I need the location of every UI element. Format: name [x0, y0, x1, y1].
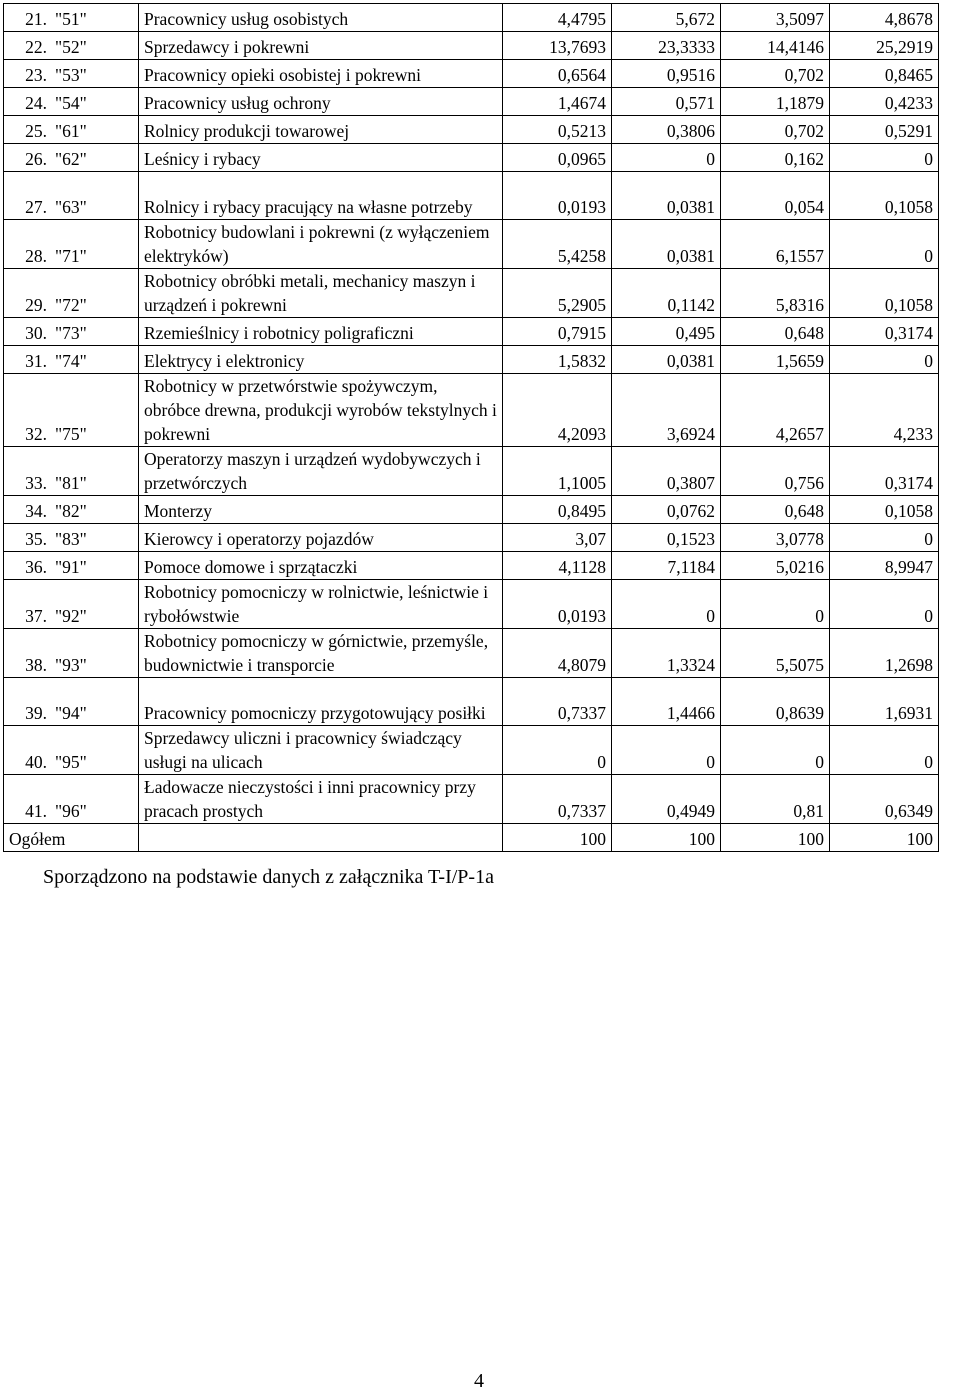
row-number: 41.: [4, 775, 51, 824]
occupation-name: Operatorzy maszyn i urządzeń wydobywczych i przetwórczych: [139, 447, 503, 496]
table-row: [4, 269, 939, 318]
value-col-2: 23,3333: [612, 32, 721, 60]
value-col-1: 0,7337: [503, 678, 612, 726]
table-row: [4, 726, 939, 775]
row-number: 36.: [4, 552, 51, 580]
table-row: [4, 552, 939, 580]
value-col-4: 0: [830, 524, 939, 552]
table-row: [4, 4, 939, 32]
value-col-1: 0,5213: [503, 116, 612, 144]
table-row: [4, 346, 939, 374]
occupation-code: "91": [50, 552, 139, 580]
table-row: [4, 580, 939, 629]
value-col-4: 0: [830, 144, 939, 172]
value-col-1: 4,2093: [503, 374, 612, 447]
value-col-3: 1,5659: [721, 346, 830, 374]
value-col-3: 0,702: [721, 60, 830, 88]
occupation-name: Pracownicy pomocniczy przygotowujący posiłki: [139, 678, 503, 726]
occupation-name: Rzemieślnicy i robotnicy poligraficzni: [139, 318, 503, 346]
value-col-2: 0,3807: [612, 447, 721, 496]
value-col-2: 1,3324: [612, 629, 721, 678]
value-col-3: 6,1557: [721, 220, 830, 269]
table-row: [4, 172, 939, 220]
value-col-4: 1,6931: [830, 678, 939, 726]
value-col-2: 0: [612, 580, 721, 629]
value-col-2: 1,4466: [612, 678, 721, 726]
occupation-code: "71": [50, 220, 139, 269]
value-col-3: 0: [721, 580, 830, 629]
value-col-1: 0,7915: [503, 318, 612, 346]
occupation-code: "72": [50, 269, 139, 318]
value-col-1: 0: [503, 726, 612, 775]
row-number: 37.: [4, 580, 51, 629]
table-row: [4, 447, 939, 496]
row-number: 23.: [4, 60, 51, 88]
value-col-3: 0: [721, 726, 830, 775]
value-col-4: 1,2698: [830, 629, 939, 678]
value-col-3: 0,162: [721, 144, 830, 172]
value-col-3: 5,5075: [721, 629, 830, 678]
value-col-1: 0,6564: [503, 60, 612, 88]
value-col-3: 3,0778: [721, 524, 830, 552]
total-value-1: 100: [503, 824, 612, 852]
occupation-code: "52": [50, 32, 139, 60]
value-col-3: 0,756: [721, 447, 830, 496]
occupation-code: "93": [50, 629, 139, 678]
value-col-3: 0,702: [721, 116, 830, 144]
table-row: [4, 116, 939, 144]
value-col-4: 0: [830, 220, 939, 269]
value-col-2: 0,1523: [612, 524, 721, 552]
occupation-code: "63": [50, 172, 139, 220]
occupation-name: Pracownicy usług osobistych: [139, 4, 503, 32]
value-col-4: 4,8678: [830, 4, 939, 32]
row-number: 25.: [4, 116, 51, 144]
occupation-name: Robotnicy obróbki metali, mechanicy maszyn i urządzeń i pokrewni: [139, 269, 503, 318]
table-row: [4, 678, 939, 726]
table-row: [4, 775, 939, 824]
row-number: 31.: [4, 346, 51, 374]
value-col-3: 5,0216: [721, 552, 830, 580]
value-col-2: 7,1184: [612, 552, 721, 580]
total-row: [4, 824, 939, 852]
occupation-name: Elektrycy i elektronicy: [139, 346, 503, 374]
table-row: [4, 144, 939, 172]
source-note: Sporządzono na podstawie danych z załącznika T-I/P-1a: [43, 866, 494, 888]
value-col-2: 0,0381: [612, 220, 721, 269]
occupation-name: Pracownicy usług ochrony: [139, 88, 503, 116]
value-col-2: 0,9516: [612, 60, 721, 88]
occupation-table: [3, 3, 939, 852]
value-col-1: 13,7693: [503, 32, 612, 60]
occupation-name: Robotnicy w przetwórstwie spożywczym, obróbce drewna, produkcji wyrobów tekstylnych i pokrewni: [139, 374, 503, 447]
table-row: [4, 60, 939, 88]
occupation-code: "74": [50, 346, 139, 374]
occupation-name: Pracownicy opieki osobistej i pokrewni: [139, 60, 503, 88]
value-col-2: 0,4949: [612, 775, 721, 824]
occupation-name: Robotnicy pomocniczy w rolnictwie, leśnictwie i rybołówstwie: [139, 580, 503, 629]
table-row: [4, 32, 939, 60]
occupation-code: "73": [50, 318, 139, 346]
value-col-2: 5,672: [612, 4, 721, 32]
row-number: 22.: [4, 32, 51, 60]
value-col-1: 1,4674: [503, 88, 612, 116]
row-number: 21.: [4, 4, 51, 32]
value-col-2: 3,6924: [612, 374, 721, 447]
value-col-4: 4,233: [830, 374, 939, 447]
occupation-code: "92": [50, 580, 139, 629]
page-number: 4: [474, 1370, 484, 1392]
value-col-4: 0: [830, 726, 939, 775]
value-col-3: 0,054: [721, 172, 830, 220]
value-col-4: 8,9947: [830, 552, 939, 580]
table-row: [4, 629, 939, 678]
total-value-4: 100: [830, 824, 939, 852]
occupation-code: "53": [50, 60, 139, 88]
value-col-3: 3,5097: [721, 4, 830, 32]
value-col-1: 1,5832: [503, 346, 612, 374]
occupation-code: "82": [50, 496, 139, 524]
table-row: [4, 524, 939, 552]
occupation-code: "51": [50, 4, 139, 32]
occupation-name: Sprzedawcy i pokrewni: [139, 32, 503, 60]
row-number: 32.: [4, 374, 51, 447]
value-col-4: 0: [830, 580, 939, 629]
value-col-3: 1,1879: [721, 88, 830, 116]
occupation-name: Monterzy: [139, 496, 503, 524]
value-col-4: 0,3174: [830, 318, 939, 346]
occupation-name: Leśnicy i rybacy: [139, 144, 503, 172]
occupation-code: "94": [50, 678, 139, 726]
value-col-2: 0,3806: [612, 116, 721, 144]
value-col-1: 0,0193: [503, 172, 612, 220]
row-number: 34.: [4, 496, 51, 524]
occupation-code: "81": [50, 447, 139, 496]
value-col-4: 0: [830, 346, 939, 374]
value-col-1: 0,8495: [503, 496, 612, 524]
value-col-1: 5,2905: [503, 269, 612, 318]
row-number: 38.: [4, 629, 51, 678]
value-col-2: 0: [612, 144, 721, 172]
row-number: 39.: [4, 678, 51, 726]
value-col-1: 0,0193: [503, 580, 612, 629]
value-col-2: 0,1142: [612, 269, 721, 318]
table-row: [4, 220, 939, 269]
value-col-3: 4,2657: [721, 374, 830, 447]
value-col-1: 0,7337: [503, 775, 612, 824]
value-col-4: 0,1058: [830, 269, 939, 318]
value-col-2: 0,571: [612, 88, 721, 116]
occupation-name: Kierowcy i operatorzy pojazdów: [139, 524, 503, 552]
total-label: Ogółem: [4, 824, 139, 852]
value-col-3: 0,8639: [721, 678, 830, 726]
value-col-4: 0,8465: [830, 60, 939, 88]
occupation-name: Sprzedawcy uliczni i pracownicy świadczący usługi na ulicach: [139, 726, 503, 775]
total-value-3: 100: [721, 824, 830, 852]
table-row: [4, 496, 939, 524]
row-number: 29.: [4, 269, 51, 318]
occupation-name: Robotnicy budowlani i pokrewni (z wyłączeniem elektryków): [139, 220, 503, 269]
row-number: 30.: [4, 318, 51, 346]
row-number: 35.: [4, 524, 51, 552]
value-col-1: 4,8079: [503, 629, 612, 678]
value-col-2: 0: [612, 726, 721, 775]
value-col-3: 0,648: [721, 318, 830, 346]
value-col-4: 0,4233: [830, 88, 939, 116]
value-col-2: 0,0762: [612, 496, 721, 524]
occupation-name: Robotnicy pomocniczy w górnictwie, przemyśle, budownictwie i transporcie: [139, 629, 503, 678]
value-col-2: 0,0381: [612, 172, 721, 220]
occupation-code: "54": [50, 88, 139, 116]
occupation-name: Ładowacze nieczystości i inni pracownicy przy pracach prostych: [139, 775, 503, 824]
row-number: 26.: [4, 144, 51, 172]
row-number: 28.: [4, 220, 51, 269]
table-row: [4, 318, 939, 346]
value-col-4: 0,1058: [830, 496, 939, 524]
value-col-3: 5,8316: [721, 269, 830, 318]
total-value-2: 100: [612, 824, 721, 852]
occupation-code: "83": [50, 524, 139, 552]
row-number: 33.: [4, 447, 51, 496]
row-number: 24.: [4, 88, 51, 116]
occupation-name: Rolnicy produkcji towarowej: [139, 116, 503, 144]
value-col-4: 25,2919: [830, 32, 939, 60]
occupation-code: "95": [50, 726, 139, 775]
value-col-3: 14,4146: [721, 32, 830, 60]
value-col-2: 0,0381: [612, 346, 721, 374]
occupation-name: Pomoce domowe i sprzątaczki: [139, 552, 503, 580]
table-row: [4, 374, 939, 447]
table-row: [4, 88, 939, 116]
occupation-name: Rolnicy i rybacy pracujący na własne potrzeby: [139, 172, 503, 220]
value-col-1: 5,4258: [503, 220, 612, 269]
value-col-2: 0,495: [612, 318, 721, 346]
occupation-code: "62": [50, 144, 139, 172]
row-number: 40.: [4, 726, 51, 775]
value-col-4: 0,5291: [830, 116, 939, 144]
value-col-1: 3,07: [503, 524, 612, 552]
value-col-4: 0,1058: [830, 172, 939, 220]
value-col-1: 4,1128: [503, 552, 612, 580]
occupation-code: "61": [50, 116, 139, 144]
occupation-code: "75": [50, 374, 139, 447]
value-col-1: 4,4795: [503, 4, 612, 32]
empty-cell: [139, 824, 503, 852]
value-col-4: 0,3174: [830, 447, 939, 496]
row-number: 27.: [4, 172, 51, 220]
value-col-3: 0,81: [721, 775, 830, 824]
value-col-1: 1,1005: [503, 447, 612, 496]
value-col-4: 0,6349: [830, 775, 939, 824]
value-col-1: 0,0965: [503, 144, 612, 172]
occupation-code: "96": [50, 775, 139, 824]
value-col-3: 0,648: [721, 496, 830, 524]
